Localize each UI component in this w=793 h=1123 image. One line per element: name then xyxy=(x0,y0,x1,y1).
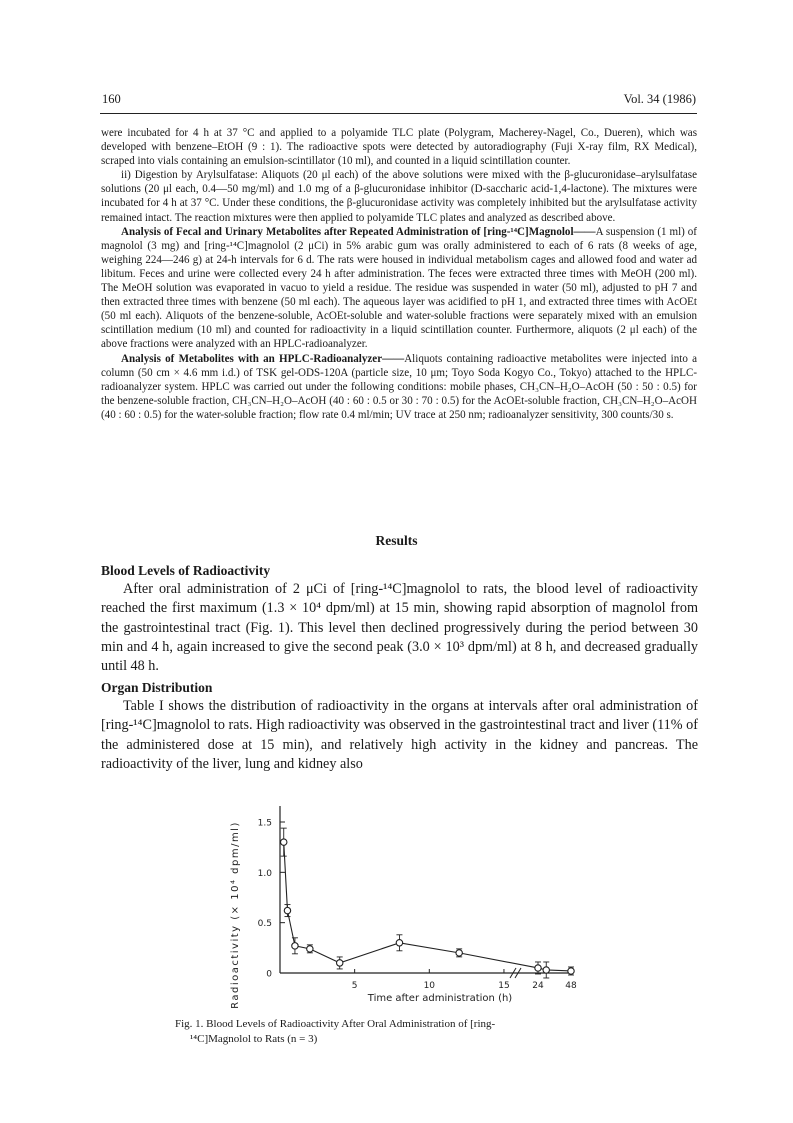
figure-caption xyxy=(175,1017,625,1046)
blood-levels-paragraph: After oral administration of 2 μCi of [ring-¹⁴C]magnolol to rats, the blood level of radioactivity reached the first maximum (1.3 × 10⁴ dpm/ml) at 15 min, showing rapid absorption of magnolol from the gastrointestinal tract (Fig. 1). This level then declined progressively during the period between 30 min and 4 h, again increased to give the second peak (3.0 × 10³ dpm/ml) at 8 h, and decreased gradually until 48 h. xyxy=(101,581,698,675)
fecal-urinary-body: A suspension (1 ml) of magnolol (3 mg) and [ring-¹⁴C]magnolol (2 μCi) in 5% arabic gum was orally administered to each of 6 rats (8 weeks of age, weighing 224—246 g) at 24-h intervals for 6 d. The rats were housed in individual metabolism cages and allowed food and water ad libitum. Feces and urine were collected every 24 h after administration. The feces were extracted three times with MeOH (200 ml). The MeOH solution was evaporated in vacuo to yield a residue. The residue was suspended in water (50 ml), adjusted to pH 7 and then extracted three times with benzene (50 ml each). The aqueous layer was acidified to pH 1, and extracted three times with AcOEt (50 ml each). Aliquots of the benzene-soluble, AcOEt-soluble and water-soluble fractions were separately mixed with an emulsion scintillation medium (10 ml) and counted for radioactivity in a liquid scintillation counter. Furthermore, aliquots (2 μl each) of the above fractions were analyzed with an HPLC-radioanalyzer. xyxy=(101,225,697,351)
x-axis-label: Time after administration (h) xyxy=(367,993,513,1004)
hplc-run-in-head: Analysis of Metabolites with an HPLC-Radioanalyzer—— xyxy=(121,352,405,365)
volume-label: Vol. 34 (1986) xyxy=(623,92,696,106)
x-tick-label: 48 xyxy=(565,981,577,991)
series-line xyxy=(284,842,571,971)
chart-ticks xyxy=(258,819,577,992)
data-point xyxy=(284,907,290,913)
data-point xyxy=(292,943,298,949)
organ-distribution-paragraph: Table I shows the distribution of radioactivity in the organs at intervals after oral administration of [ring-¹⁴C]magnolol to rats. High radioactivity was observed in the gastrointestinal tract and liver (11% of the administered dose at 15 min), and relatively high activity in the kidney and pancreas. The radioactivity of the liver, lung and kidney also xyxy=(101,698,698,772)
data-point xyxy=(396,940,402,946)
data-point xyxy=(535,965,541,971)
hplc-body: Aliquots containing radioactive metabolites were injected into a column (50 cm × 4.6 mm i.d.) of TSK gel-ODS-120A (particle size, 10 μm; Toyo Soda Kogyo Co., Tokyo) attached to the HPLC-radioanalyzer system. HPLC was carried out under the following conditions: mobile phases, CH₃CN–H₂O–AcOH (50 : 50 : 0.5) for the benzene-soluble fraction, CH₃CN–H₂O–AcOH (40 : 60 : 0.5 or 30 : 70 : 0.5) for the AcOEt-soluble fraction, CH₃CN–H₂O–AcOH (40 : 60 : 0.5) for the water-soluble fraction; flow rate 0.4 ml/min; UV trace at 250 nm; radioanalyzer sensitivity, 300 counts/30 s. xyxy=(101,352,698,421)
page-number: 160 xyxy=(102,92,121,106)
y-axis-label: Radioactivity (× 10⁴ dpm/ml) xyxy=(230,821,241,1009)
chart-axes xyxy=(280,806,572,978)
x-tick-label: 5 xyxy=(351,981,358,991)
blood-levels-chart xyxy=(210,800,590,1012)
data-point xyxy=(568,968,574,974)
blood-levels-heading: Blood Levels of Radioactivity xyxy=(101,563,271,578)
data-point xyxy=(281,839,287,845)
methods-section xyxy=(101,126,697,422)
x-tick-label: 24 xyxy=(532,981,544,991)
methods-paragraph-2: ii) Digestion by Arylsulfatase: Aliquots (20 μl each) of the above solutions were mixed with the β-glucuronidase–arylsulfatase solutions (20 μl each, 0.4—50 mg/ml) and 1.0 mg of a β-glucuronidase inhibitor (D-saccharic acid-1,4-lactone). The mixtures were incubated for 4 h at 37 °C. Under these conditions, the β-glucuronidase activity was completely inhibited but the arylsulfatase activity remained intact. The reaction mixtures were then applied to polyamide TLC plates and analyzed as described above. xyxy=(101,169,697,224)
fecal-urinary-run-in-head: Analysis of Fecal and Urinary Metabolites after Repeated Administration of [ring-¹⁴C]Magnolol—— xyxy=(121,225,596,238)
organ-distribution-heading: Organ Distribution xyxy=(101,680,213,695)
figure-caption-line-2: ¹⁴C]Magnolol to Rats (n = 3) xyxy=(190,1032,318,1045)
blood-levels-text-block xyxy=(101,580,698,676)
y-tick-label: 1.0 xyxy=(257,868,272,879)
methods-paragraph-3 xyxy=(101,225,697,352)
data-point xyxy=(543,967,549,973)
y-tick-label: 0 xyxy=(266,969,272,980)
data-point xyxy=(337,960,343,966)
methods-paragraph-1: were incubated for 4 h at 37 °C and applied to a polyamide TLC plate (Polygram, Macherey-Nagel, Co., Dueren), which was developed with benzene–EtOH (9 : 1). The radioactive spots were detected by autoradiography (Fuji X-ray film, RX Medical), scraped into vials containing an emulsion-scintillator (10 ml), and counted in a liquid scintillation counter. xyxy=(101,127,697,168)
page-header xyxy=(100,92,696,112)
header-rule xyxy=(100,113,697,114)
x-tick-label: 15 xyxy=(498,981,510,991)
figure-caption-line-1: Fig. 1. Blood Levels of Radioactivity After Oral Administration of [ring- xyxy=(175,1018,496,1030)
data-point xyxy=(307,946,313,952)
chart-series xyxy=(281,828,575,978)
y-tick-label: 1.5 xyxy=(257,818,272,829)
methods-paragraph-4 xyxy=(101,352,697,422)
x-tick-label: 10 xyxy=(423,981,436,991)
data-point xyxy=(456,950,462,956)
organ-distribution-text-block xyxy=(101,697,698,774)
results-heading: Results xyxy=(375,533,418,548)
y-tick-label: 0.5 xyxy=(257,919,272,930)
